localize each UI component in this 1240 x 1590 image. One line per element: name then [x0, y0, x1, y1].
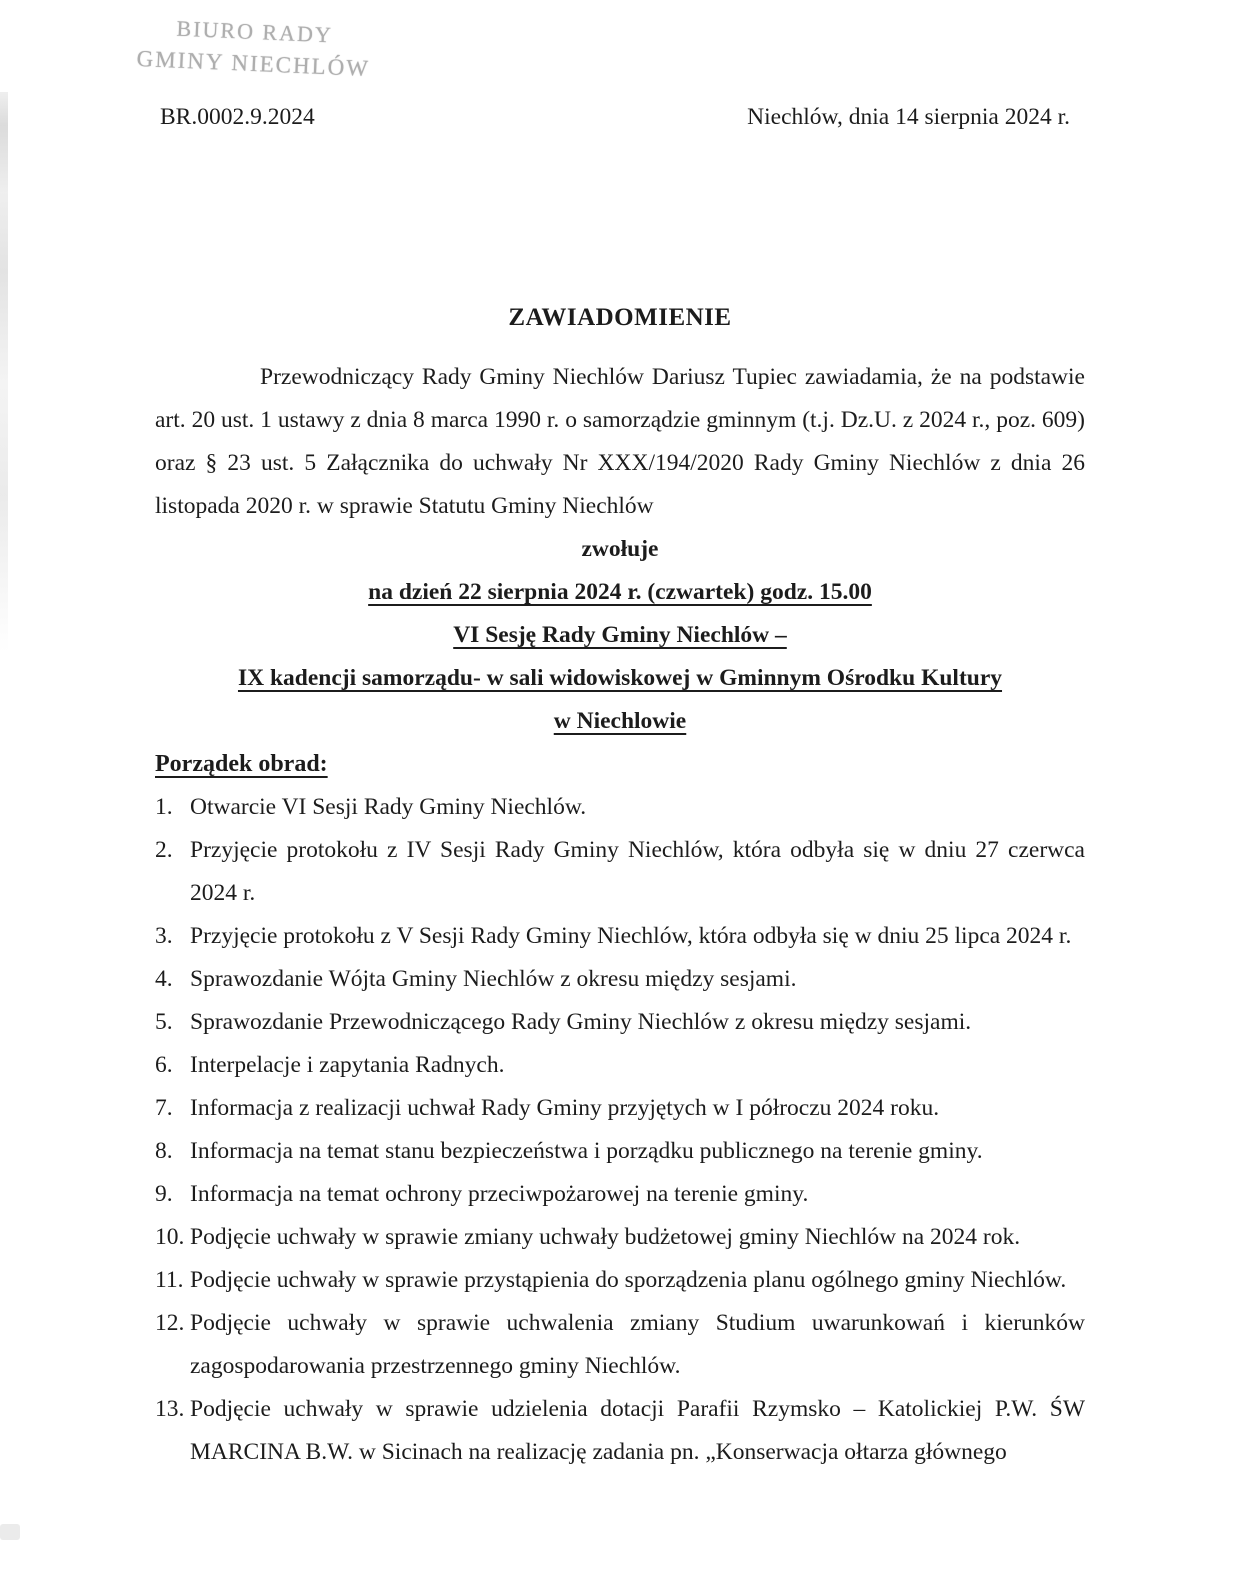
agenda-item-text: Informacja z realizacji uchwał Rady Gminy przyjętych w I półroczu 2024 roku. — [190, 1095, 940, 1121]
agenda-item-number: 3. — [155, 923, 173, 949]
agenda-item — [155, 915, 1085, 958]
agenda-item — [155, 1001, 1085, 1044]
agenda-item-number: 12. — [155, 1310, 185, 1336]
scan-smudge-artifact — [0, 1524, 20, 1540]
agenda-item-number: 4. — [155, 966, 173, 992]
agenda-item-number: 5. — [155, 1009, 173, 1035]
agenda-item — [155, 786, 1085, 829]
agenda-item-text: Sprawozdanie Przewodniczącego Rady Gminy Niechlów z okresu między sesjami. — [190, 1009, 972, 1035]
agenda-list — [155, 786, 1085, 1474]
agenda-item-text: Podjęcie uchwały w sprawie zmiany uchwały budżetowej gminy Niechlów na 2024 rok. — [190, 1224, 1021, 1250]
session-town-line: w Niechlowie — [553, 708, 687, 734]
place-date-line: Niechlów, dnia 14 sierpnia 2024 r. — [747, 104, 1070, 130]
agenda-item-number: 11. — [155, 1267, 184, 1293]
agenda-item-number: 13. — [155, 1396, 185, 1422]
agenda-item — [155, 1216, 1085, 1259]
scan-edge-artifact — [0, 92, 8, 652]
session-term-place-line: IX kadencji samorządu- w sali widowiskowej w Gminnym Ośrodku Kultury — [237, 665, 1003, 691]
agenda-item-number: 2. — [155, 837, 173, 863]
agenda-item-text: Podjęcie uchwały w sprawie uchwalenia zmiany Studium uwarunkowań i kierunków zagospodarowania przestrzennego gminy Niechlów. — [190, 1310, 1085, 1379]
agenda-item-number: 7. — [155, 1095, 173, 1121]
intro-paragraph: Przewodniczący Rady Gminy Niechlów Dariusz Tupiec zawiadamia, że na podstawie art. 20 ust. 1 ustawy z dnia 8 marca 1990 r. o samorządzie gminnym (t.j. Dz.U. z 2024 r., poz. 609) oraz § 23 ust. 5 Załącznika do uchwały Nr XXX/194/2020 Rady Gminy Niechlów z dnia 26 listopada 2020 r. w sprawie Statutu Gminy Niechlów — [155, 364, 1085, 519]
agenda-item-number: 10. — [155, 1224, 185, 1250]
agenda-item-number: 6. — [155, 1052, 173, 1078]
agenda-item — [155, 1388, 1085, 1474]
agenda-heading: Porządek obrad: — [155, 751, 328, 777]
agenda-item — [155, 958, 1085, 1001]
stamp-line-2: GMINY NIECHLÓW — [136, 45, 371, 82]
agenda-item-number: 1. — [155, 794, 173, 820]
agenda-item-text: Interpelacje i zapytania Radnych. — [190, 1052, 505, 1078]
session-date-line: na dzień 22 sierpnia 2024 r. (czwartek) godz. 15.00 — [368, 579, 872, 605]
document-title: ZAWIADOMIENIE — [508, 304, 732, 331]
agenda-item-text: Podjęcie uchwały w sprawie udzielenia dotacji Parafii Rzymsko – Katolickiej P.W. ŚW MARCINA B.W. w Sicinach na realizację zadania pn. „Konserwacja ołtarza głównego — [190, 1396, 1085, 1465]
agenda-item-text: Przyjęcie protokołu z IV Sesji Rady Gminy Niechlów, która odbyła się w dniu 27 czerwca 2024 r. — [190, 837, 1085, 906]
agenda-item-number: 9. — [155, 1181, 173, 1207]
session-name-line: VI Sesję Rady Gminy Niechlów – — [453, 622, 787, 648]
agenda-item — [155, 829, 1085, 915]
reference-number: BR.0002.9.2024 — [160, 104, 315, 130]
agenda-item — [155, 1130, 1085, 1173]
agenda-item — [155, 1302, 1085, 1388]
convene-word: zwołuje — [581, 536, 659, 562]
agenda-item-text: Sprawozdanie Wójta Gminy Niechlów z okresu między sesjami. — [190, 966, 797, 992]
stamp-line-1: BIURO RADY — [176, 15, 334, 48]
agenda-item — [155, 1087, 1085, 1130]
agenda-item — [155, 1044, 1085, 1087]
agenda-item-number: 8. — [155, 1138, 173, 1164]
agenda-item-text: Otwarcie VI Sesji Rady Gminy Niechlów. — [190, 794, 587, 820]
agenda-item-text: Podjęcie uchwały w sprawie przystąpienia do sporządzenia planu ogólnego gminy Niechlów. — [190, 1267, 1067, 1293]
agenda-item-text: Informacja na temat stanu bezpieczeństwa i porządku publicznego na terenie gminy. — [190, 1138, 983, 1164]
agenda-item — [155, 1173, 1085, 1216]
agenda-item — [155, 1259, 1085, 1302]
office-stamp — [127, 11, 382, 86]
document-body — [155, 296, 1085, 1474]
agenda-item-text: Przyjęcie protokołu z V Sesji Rady Gminy Niechlów, która odbyła się w dniu 25 lipca 2024 r. — [190, 923, 1072, 949]
agenda-item-text: Informacja na temat ochrony przeciwpożarowej na terenie gminy. — [190, 1181, 809, 1207]
document-header — [160, 103, 1070, 131]
